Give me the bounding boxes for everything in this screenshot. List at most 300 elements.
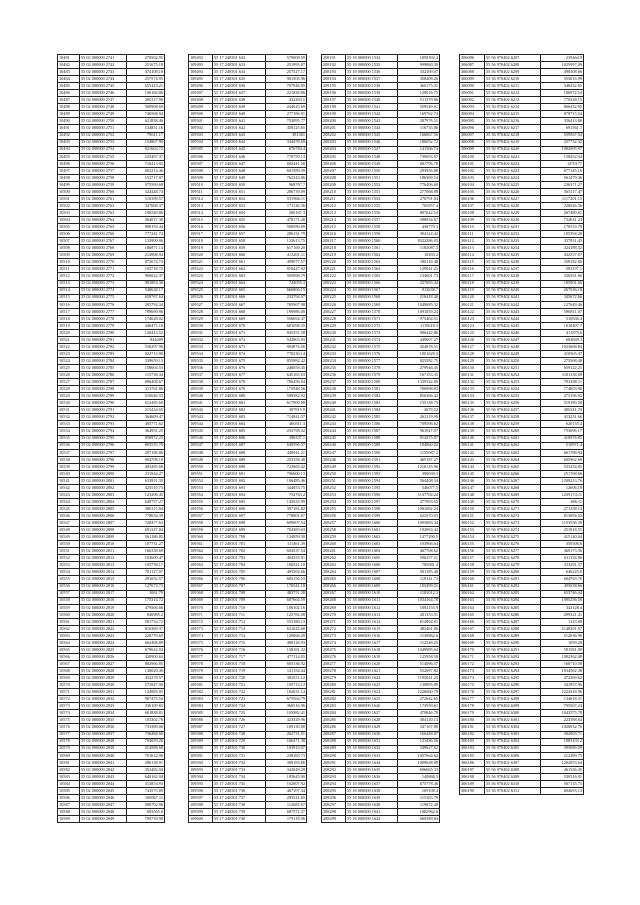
row-id-cell: 10529	[58, 393, 80, 400]
row-id-cell: 306122	[460, 308, 485, 315]
amount-cell: 175948.56	[266, 386, 307, 393]
table-row	[58, 153, 165, 160]
table-row	[189, 787, 307, 794]
code-cell: 55 02 000000 2758	[80, 174, 127, 181]
amount-cell: 106485.46	[266, 477, 307, 484]
table-row	[460, 238, 584, 245]
table-row	[460, 125, 584, 132]
code-cell: 55 02 000000 2790	[80, 400, 127, 407]
row-id-cell: 10505	[58, 224, 80, 231]
amount-cell: 1057664.62	[398, 752, 440, 759]
table-row	[189, 372, 307, 379]
amount-cell: 606665.33	[398, 766, 440, 773]
amount-cell: 110399.57	[127, 195, 165, 202]
code-cell: 55 18 000000 1598	[346, 506, 398, 513]
amount-cell: 572947.90	[127, 682, 165, 689]
amount-cell: 770759.13	[266, 153, 307, 160]
amount-cell: 352482.04	[127, 766, 165, 773]
amount-cell: 405638.66	[541, 583, 584, 590]
table-row	[460, 639, 584, 646]
table-row	[460, 745, 584, 752]
table-row	[58, 661, 165, 668]
row-id-cell: 208244	[322, 428, 346, 435]
code-cell: 55 18 000000 1642	[346, 816, 398, 823]
row-id-cell: 306094	[460, 111, 485, 118]
amount-cell: 134859.58	[266, 534, 307, 541]
row-id-cell: 306123	[460, 315, 485, 322]
amount-cell: 308183.86	[266, 759, 307, 766]
amount-cell: 237732.32	[541, 139, 584, 146]
amount-cell: 1050392.4	[398, 55, 440, 62]
code-cell: 55 18 000000 1630	[346, 731, 398, 738]
row-id-cell: 208261	[322, 548, 346, 555]
table-row	[58, 69, 165, 76]
row-id-cell: 109547	[189, 442, 213, 449]
code-cell: 55 17 240501 713	[213, 625, 266, 632]
amount-cell: 206167.3	[266, 210, 307, 217]
row-id-cell: 10491	[58, 125, 80, 132]
code-cell: 55 56 970402 6297	[485, 689, 541, 696]
table-row	[460, 217, 584, 224]
row-id-cell: 10489	[58, 111, 80, 118]
amount-cell: 119872.48	[398, 801, 440, 808]
table-row	[322, 520, 440, 527]
table-row	[322, 414, 440, 421]
code-cell: 55 02 000000 2800	[80, 470, 127, 477]
row-id-cell: 10565	[58, 646, 80, 653]
table-row	[58, 111, 165, 118]
code-cell: 55 18 000000 1594	[346, 477, 398, 484]
table-row	[460, 477, 584, 484]
row-id-cell: 109570	[189, 604, 213, 611]
code-cell: 55 56 970402 6241	[485, 294, 541, 301]
amount-cell: 103913.07	[266, 745, 307, 752]
amount-cell: 2678.52	[398, 407, 440, 414]
table-row	[460, 442, 584, 449]
row-id-cell: 208249	[322, 463, 346, 470]
row-id-cell: 306118	[460, 280, 485, 287]
row-id-cell: 10584	[58, 780, 80, 787]
table-row	[460, 195, 584, 202]
amount-cell: 107731.27	[127, 541, 165, 548]
row-id-cell: 10564	[58, 639, 80, 646]
amount-cell: 1093683.34	[398, 520, 440, 527]
code-cell: 55 02 000000 2741	[80, 55, 127, 62]
code-cell: 55 02 000000 2760	[80, 188, 127, 195]
code-cell: 55 18 000000 1559	[346, 231, 398, 238]
amount-cell: 530297.90	[127, 343, 165, 350]
code-cell: 55 02 000000 2822	[80, 625, 127, 632]
table-row	[58, 379, 165, 386]
amount-cell: 1183012.3	[398, 590, 440, 597]
row-id-cell: 10495	[58, 153, 80, 160]
row-id-cell: 208264	[322, 569, 346, 576]
amount-cell: 540628.17	[127, 287, 165, 294]
code-cell: 55 02 000000 2830	[80, 682, 127, 689]
amount-cell: 286138.91	[127, 759, 165, 766]
code-cell: 55 17 240501 648	[213, 167, 266, 174]
code-cell: 55 02 000000 2749	[80, 111, 127, 118]
row-id-cell: 208198	[322, 104, 346, 111]
amount-cell: 162031.14	[266, 689, 307, 696]
table-row	[322, 428, 440, 435]
table-row	[58, 717, 165, 724]
amount-cell: 511379.86	[398, 97, 440, 104]
amount-cell: 661788.94	[541, 449, 584, 456]
row-id-cell: 109527	[189, 301, 213, 308]
table-row	[58, 104, 165, 111]
table-row	[322, 167, 440, 174]
table-row	[460, 350, 584, 357]
amount-cell: 1477290.5	[398, 534, 440, 541]
amount-cell: 621838.46	[127, 118, 165, 125]
table-body	[322, 55, 440, 823]
table-row	[58, 231, 165, 238]
amount-cell: 118141.73	[398, 576, 440, 583]
table-row	[322, 562, 440, 569]
code-cell: 55 18 000000 1553	[346, 188, 398, 195]
amount-cell: 106102.16	[266, 604, 307, 611]
amount-cell: 449607.27	[398, 336, 440, 343]
row-id-cell: 208228	[322, 315, 346, 322]
row-id-cell: 306087	[460, 62, 485, 69]
row-id-cell: 10538	[58, 456, 80, 463]
amount-cell: 1091059.24	[398, 308, 440, 315]
row-id-cell: 109575	[189, 639, 213, 646]
amount-cell: 622570.03	[398, 513, 440, 520]
row-id-cell: 306168	[460, 632, 485, 639]
table-row	[322, 569, 440, 576]
code-cell: 55 18 000000 1626	[346, 703, 398, 710]
amount-cell: 914375.87	[398, 435, 440, 442]
table-row	[189, 498, 307, 505]
table-row	[322, 668, 440, 675]
table-row	[58, 146, 165, 153]
row-id-cell: 10560	[58, 611, 80, 618]
amount-cell: 1239174.11	[541, 491, 584, 498]
table-row	[189, 343, 307, 350]
amount-cell: 116735.86	[398, 125, 440, 132]
table-row	[189, 506, 307, 513]
table-row	[322, 710, 440, 717]
code-cell: 55 56 970402 6269	[485, 491, 541, 498]
code-cell: 55 02 000000 2779	[80, 322, 127, 329]
code-cell: 55 18 000000 1569	[346, 301, 398, 308]
amount-cell: 129016.75	[398, 90, 440, 97]
code-cell: 55 17 240501 733	[213, 766, 266, 773]
code-cell: 55 17 240501 700	[213, 534, 266, 541]
table-row	[189, 576, 307, 583]
amount-cell: 1101138.69	[541, 372, 584, 379]
code-cell: 55 56 970402 6285	[485, 604, 541, 611]
code-cell: 55 02 000000 2801	[80, 477, 127, 484]
code-cell: 55 56 970402 6267	[485, 477, 541, 484]
row-id-cell: 208216	[322, 231, 346, 238]
code-cell: 55 17 240501 641	[213, 118, 266, 125]
table-row	[58, 794, 165, 801]
amount-cell: 702188.11	[541, 379, 584, 386]
amount-cell: 620155.4	[541, 421, 584, 428]
code-cell: 55 56 970402 6230	[485, 217, 541, 224]
data-table-column-4	[459, 54, 584, 795]
row-id-cell: 306134	[460, 393, 485, 400]
table-row	[460, 632, 584, 639]
table-row	[322, 794, 440, 801]
code-cell: 55 02 000000 2803	[80, 491, 127, 498]
amount-cell: 778230.14	[266, 350, 307, 357]
amount-cell: 103966.64	[398, 541, 440, 548]
row-id-cell: 208295	[322, 787, 346, 794]
row-id-cell: 306099	[460, 146, 485, 153]
amount-cell: 347167.88	[398, 724, 440, 731]
code-cell: 55 17 240501 674	[213, 350, 266, 357]
code-cell: 55 17 240501 681	[213, 400, 266, 407]
table-row	[322, 780, 440, 787]
code-cell: 55 02 000000 2748	[80, 104, 127, 111]
row-id-cell: 306140	[460, 435, 485, 442]
row-id-cell: 208197	[322, 97, 346, 104]
amount-cell: 1018407.7	[541, 322, 584, 329]
amount-cell: 129041.23	[398, 266, 440, 273]
amount-cell: 251818.55	[541, 527, 584, 534]
table-row	[189, 224, 307, 231]
code-cell: 55 56 970402 6261	[485, 435, 541, 442]
amount-cell: 556694.47	[266, 315, 307, 322]
table-row	[58, 350, 165, 357]
row-id-cell: 109581	[189, 682, 213, 689]
amount-cell: 134851.16	[127, 125, 165, 132]
table-row	[322, 484, 440, 491]
amount-cell: 693565.6	[127, 809, 165, 816]
amount-cell: 709718.98	[127, 816, 165, 823]
table-row	[189, 794, 307, 801]
code-cell: 55 56 970402 6295	[485, 675, 541, 682]
code-cell: 55 02 000000 2825	[80, 646, 127, 653]
table-row	[58, 491, 165, 498]
row-id-cell: 208217	[322, 238, 346, 245]
amount-cell: 221838.86	[266, 90, 307, 97]
amount-cell: 166521.10	[266, 562, 307, 569]
row-id-cell: 306095	[460, 118, 485, 125]
code-cell: 55 17 240501 697	[213, 513, 266, 520]
code-cell: 55 02 000000 2806	[80, 513, 127, 520]
amount-cell: 1148201.97	[541, 625, 584, 632]
table-row	[460, 787, 584, 794]
code-cell: 55 18 000000 1584	[346, 407, 398, 414]
amount-cell: 692441.58	[266, 160, 307, 167]
row-id-cell: 208224	[322, 287, 346, 294]
row-id-cell: 208245	[322, 435, 346, 442]
code-cell: 55 02 000000 2794	[80, 428, 127, 435]
amount-cell: 158452.44	[541, 153, 584, 160]
amount-cell: 495771.62	[127, 421, 165, 428]
table-row	[189, 766, 307, 773]
amount-cell: 795567.24	[541, 703, 584, 710]
row-id-cell: 208238	[322, 386, 346, 393]
table-row	[460, 76, 584, 83]
amount-cell: 332169.07	[398, 69, 440, 76]
code-cell: 55 02 000000 2815	[80, 576, 127, 583]
amount-cell: 286739.09	[266, 188, 307, 195]
row-id-cell: 10548	[58, 527, 80, 534]
table-row	[322, 639, 440, 646]
table-row	[322, 259, 440, 266]
row-id-cell: 306173	[460, 668, 485, 675]
code-cell: 55 18 000000 1579	[346, 372, 398, 379]
code-cell: 55 02 000000 2809	[80, 534, 127, 541]
table-row	[322, 393, 440, 400]
amount-cell: 106967.11	[127, 794, 165, 801]
row-id-cell: 208252	[322, 484, 346, 491]
amount-cell: 500908.69	[127, 104, 165, 111]
row-id-cell: 208234	[322, 358, 346, 365]
row-id-cell: 306172	[460, 661, 485, 668]
row-id-cell: 306177	[460, 696, 485, 703]
row-id-cell: 109589	[189, 738, 213, 745]
code-cell: 55 18 000000 1593	[346, 470, 398, 477]
row-id-cell: 10579	[58, 745, 80, 752]
code-cell: 55 17 240501 664	[213, 280, 266, 287]
table-row	[460, 534, 584, 541]
amount-cell: 1195041.23	[398, 675, 440, 682]
code-cell: 55 56 970402 6213	[485, 97, 541, 104]
row-id-cell: 306163	[460, 597, 485, 604]
row-id-cell: 109585	[189, 710, 213, 717]
code-cell: 55 18 000000 1586	[346, 421, 398, 428]
code-cell: 55 02 000000 2788	[80, 386, 127, 393]
code-cell: 55 17 240501 686	[213, 435, 266, 442]
amount-cell: 497186.86	[127, 449, 165, 456]
amount-cell: 723665.42	[266, 463, 307, 470]
table-row	[322, 210, 440, 217]
table-row	[322, 202, 440, 209]
code-cell: 55 56 970402 6265	[485, 463, 541, 470]
code-cell: 55 17 240501 661	[213, 259, 266, 266]
amount-cell: 596811.07	[541, 308, 584, 315]
table-row	[322, 125, 440, 132]
amount-cell: 257574.95	[127, 76, 165, 83]
table-row	[460, 583, 584, 590]
code-cell: 55 56 970402 6276	[485, 541, 541, 548]
code-cell: 55 02 000000 2838	[80, 738, 127, 745]
table-row	[189, 745, 307, 752]
code-cell: 55 17 240501 727	[213, 724, 266, 731]
row-id-cell: 208218	[322, 245, 346, 252]
amount-cell: 103982.41	[266, 710, 307, 717]
table-row	[58, 562, 165, 569]
table-row	[460, 646, 584, 653]
table-row	[189, 125, 307, 132]
code-cell: 55 17 240501 710	[213, 604, 266, 611]
table-row	[189, 280, 307, 287]
code-cell: 55 17 240501 639	[213, 104, 266, 111]
table-row	[460, 294, 584, 301]
amount-cell: 313761.86	[127, 386, 165, 393]
table-row	[189, 97, 307, 104]
amount-cell: 106184.86	[127, 90, 165, 97]
row-id-cell: 109544	[189, 421, 213, 428]
table-row	[460, 449, 584, 456]
table-row	[322, 365, 440, 372]
row-id-cell: 306151	[460, 513, 485, 520]
row-id-cell: 10540	[58, 470, 80, 477]
amount-cell: 155138.75	[398, 400, 440, 407]
table-row	[189, 252, 307, 259]
row-id-cell: 208237	[322, 379, 346, 386]
row-id-cell: 10576	[58, 724, 80, 731]
amount-cell: 1202053.64	[541, 759, 584, 766]
row-id-cell: 306109	[460, 217, 485, 224]
table-row	[460, 562, 584, 569]
amount-cell: 12606.18	[541, 484, 584, 491]
table-row	[460, 393, 584, 400]
row-id-cell: 208296	[322, 794, 346, 801]
code-cell: 55 17 240501 677	[213, 372, 266, 379]
table-row	[58, 62, 165, 69]
row-id-cell: 306154	[460, 534, 485, 541]
table-row	[189, 301, 307, 308]
row-id-cell: 10498	[58, 174, 80, 181]
row-id-cell: 208253	[322, 491, 346, 498]
code-cell: 55 17 240501 666	[213, 294, 266, 301]
row-id-cell: 109566	[189, 576, 213, 583]
amount-cell: 196986.00	[266, 308, 307, 315]
row-id-cell: 306166	[460, 618, 485, 625]
table-row	[189, 83, 307, 90]
table-row	[322, 611, 440, 618]
amount-cell: 605136.92	[266, 661, 307, 668]
code-cell: 55 56 970402 6254	[485, 386, 541, 393]
table-row	[58, 484, 165, 491]
row-id-cell: 306100	[460, 153, 485, 160]
row-id-cell: 109568	[189, 590, 213, 597]
amount-cell: 341957.96	[541, 682, 584, 689]
row-id-cell: 306131	[460, 372, 485, 379]
row-id-cell: 10536	[58, 442, 80, 449]
amount-cell: 291052.57	[127, 576, 165, 583]
code-cell: 55 56 970402 6227	[485, 195, 541, 202]
data-table-column-2	[188, 54, 307, 823]
amount-cell: 649757.27	[127, 498, 165, 505]
amount-cell: 968767.7	[266, 181, 307, 188]
row-id-cell: 306088	[460, 69, 485, 76]
row-id-cell: 10571	[58, 689, 80, 696]
table-row	[322, 583, 440, 590]
amount-cell: 336351.66	[541, 273, 584, 280]
amount-cell: 465187.27	[398, 456, 440, 463]
row-id-cell: 10575	[58, 717, 80, 724]
row-id-cell: 109578	[189, 661, 213, 668]
row-id-cell: 208260	[322, 541, 346, 548]
table-row	[189, 562, 307, 569]
amount-cell: 1226660.79	[398, 689, 440, 696]
row-id-cell: 109494	[189, 69, 213, 76]
row-id-cell: 306136	[460, 407, 485, 414]
row-id-cell: 208279	[322, 675, 346, 682]
table-row	[322, 139, 440, 146]
code-cell: 55 02 000000 2807	[80, 520, 127, 527]
amount-cell: 271358.14	[541, 506, 584, 513]
amount-cell: 498308.66	[541, 69, 584, 76]
row-id-cell: 306105	[460, 188, 485, 195]
row-id-cell: 306190	[460, 787, 485, 794]
table-row	[322, 745, 440, 752]
amount-cell: 530316.91	[541, 773, 584, 780]
table-row	[58, 724, 165, 731]
table-row	[460, 160, 584, 167]
code-cell: 55 02 000000 2778	[80, 315, 127, 322]
amount-cell: 1182087.3	[398, 245, 440, 252]
